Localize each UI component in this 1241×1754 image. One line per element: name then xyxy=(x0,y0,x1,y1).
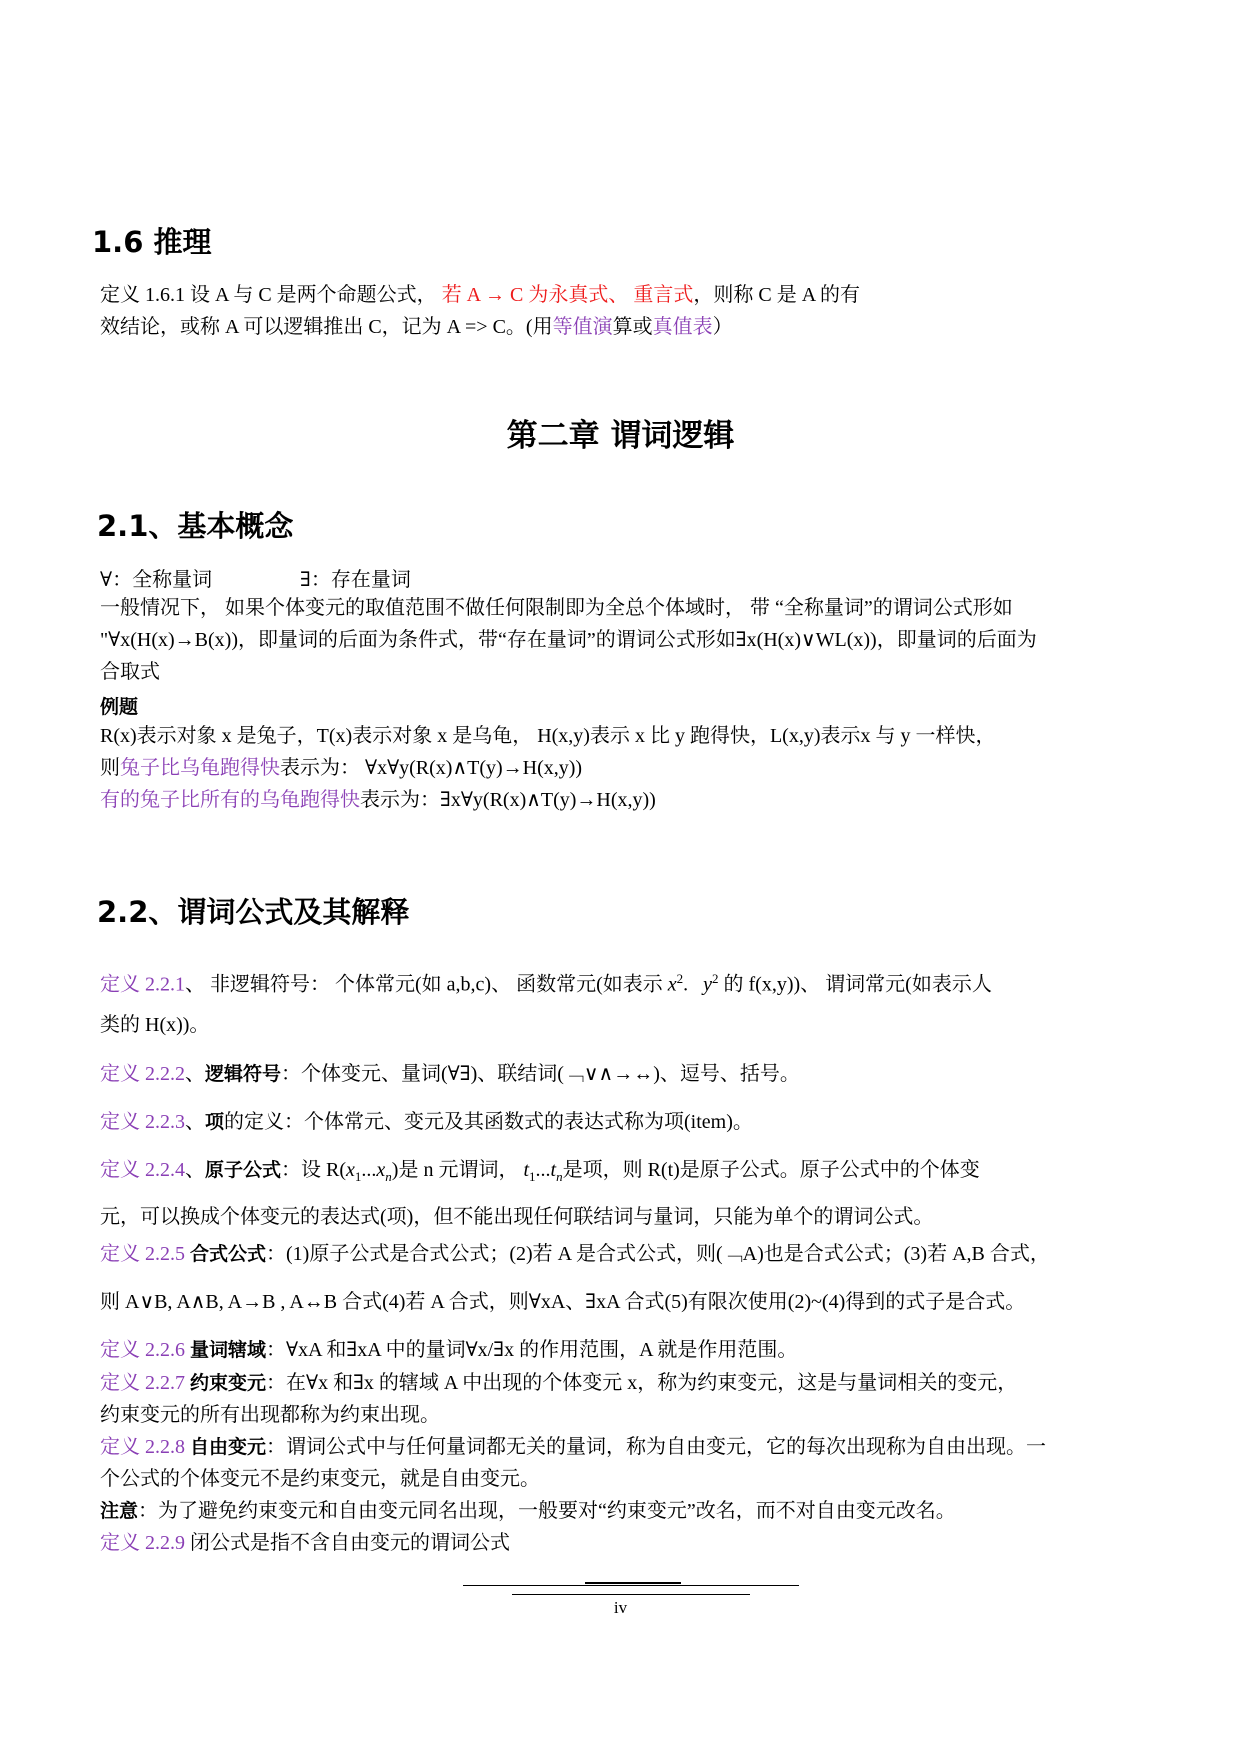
text: ：(1)原子公式是合式公式；(2)若 A 是合式公式，则(﹁A)也是合式公式；(3)若 A,B 合式， xyxy=(266,1243,1050,1265)
text: 效结论，或称 A 可以逻辑推出 C，记为 A => C。(用 xyxy=(100,316,553,338)
text: ：设 R( xyxy=(281,1159,347,1181)
math-var: x xyxy=(376,1159,386,1181)
def-label: 定义 2.2.4 xyxy=(100,1159,185,1181)
def-term: 逻辑符号 xyxy=(205,1063,282,1085)
exists-def: ∃：存在量词 xyxy=(300,569,411,591)
text: 是项，则 R(t)是原子公式。原子公式中的个体变 xyxy=(562,1159,980,1181)
link-example[interactable]: 有的兔子比所有的乌龟跑得快 xyxy=(100,789,360,811)
def-2-2-8-line2: 个公式的个体变元不是约束变元，就是自由变元。 xyxy=(100,1468,540,1490)
text: ：谓词公式中与任何量词都无关的量词，称为自由变元，它的每次出现称为自由出现。一 xyxy=(266,1436,1047,1458)
link-example[interactable]: 兔子比乌龟跑得快 xyxy=(120,757,280,779)
text: )是 n 元谓词， xyxy=(391,1159,519,1181)
text: 算或 xyxy=(612,316,653,338)
text: ：在∀x 和∃x 的辖域 A 中出现的个体变元 x，称为约束变元，这是与量词相关的变元， xyxy=(266,1372,1018,1394)
example-line xyxy=(100,786,656,814)
section-2-1-title: 2.1、基本概念 xyxy=(97,509,294,543)
def-1-6-1-line1 xyxy=(100,281,860,309)
math-var: y xyxy=(703,973,713,996)
text: 的 f(x,y))、 谓词常元(如表示人 xyxy=(723,973,992,996)
text: 闭公式是指不含自由变元的谓词公式 xyxy=(190,1532,510,1554)
footer-rule xyxy=(512,1594,750,1595)
text: 、 非逻辑符号： 个体常元(如 a,b,c)、 函数常元(如表示 xyxy=(185,973,663,996)
subscript: 1 xyxy=(354,1169,362,1184)
def-term: 项 xyxy=(205,1111,225,1133)
paragraph-line: 合取式 xyxy=(100,661,160,683)
def-label: 定义 2.2.5 xyxy=(100,1243,185,1265)
text: 定义 1.6.1 设 A 与 C 是两个命题公式， xyxy=(100,284,437,306)
subscript: n xyxy=(385,1169,392,1184)
def-2-2-8 xyxy=(100,1433,1046,1461)
highlight-tautology: 若 A → C 为永真式、 重言式 xyxy=(441,284,694,306)
chapter-title: 第二章 谓词逻辑 xyxy=(506,418,735,454)
section-2-2-title: 2.2、谓词公式及其解释 xyxy=(97,895,410,929)
forall-def: ∀：全称量词 xyxy=(100,569,213,591)
def-label: 定义 2.2.3 xyxy=(100,1111,185,1133)
example-heading: 例题 xyxy=(100,696,139,718)
def-2-2-5-line2: 则 A∨B, A∧B, A→B , A↔B 合式(4)若 A 合式，则∀xA、∃xA 合式(5)有限次使用(2)~(4)得到的式子是合式。 xyxy=(100,1291,1026,1313)
def-label: 定义 2.2.7 xyxy=(100,1372,185,1394)
def-label: 定义 2.2.8 xyxy=(100,1436,185,1458)
def-2-2-4: 定义 2.2.4、原子公式：设 $R(x_1...x_n)$是 n 元谓词， $t_1...t_n$是项，则 R(t)是原子公式。原子公式中的个体变 xyxy=(100,1159,980,1184)
text: 表示为：∃x∀y(R(x)∧T(y)→H(x,y)) xyxy=(360,789,656,811)
def-2-2-7 xyxy=(100,1369,1017,1397)
text: ） xyxy=(712,316,733,338)
def-2-2-9 xyxy=(100,1529,510,1557)
example-line: R(x)表示对象 x 是兔子，T(x)表示对象 x 是乌龟， H(x,y)表示 x 比 y 跑得快，L(x,y)表示x 与 y 一样快， xyxy=(100,725,996,747)
def-term: 量词辖域 xyxy=(190,1339,267,1361)
def-label: 定义 2.2.9 xyxy=(100,1532,185,1554)
def-2-2-6 xyxy=(100,1336,797,1364)
paragraph-line: 一般情况下， 如果个体变元的取值范围不做任何限制即为全总个体域时， 带 “全称量词”的谓词公式形如 xyxy=(100,597,1013,619)
def-term: 自由变元 xyxy=(190,1436,267,1458)
text: ：为了避免约束变元和自由变元同名出现，一般要对“约束变元”改名，而不对自由变元改名。 xyxy=(138,1500,956,1522)
def-label: 定义 2.2.6 xyxy=(100,1339,185,1361)
def-term: 原子公式 xyxy=(205,1159,282,1181)
def-2-2-1-line2: 类的 H(x))。 xyxy=(100,1014,210,1036)
example-line xyxy=(100,754,582,782)
paragraph-line: "∀x(H(x)→B(x))，即量词的后面为条件式，带“存在量词”的谓词公式形如∃x(H(x)∨WL(x))，即量词的后面为 xyxy=(100,629,1037,651)
def-label: 定义 2.2.1 xyxy=(100,973,185,996)
def-2-2-7-line2: 约束变元的所有出现都称为约束出现。 xyxy=(100,1404,440,1426)
text: ... xyxy=(361,1159,377,1181)
def-2-2-4-line2: 元，可以换成个体变元的表达式(项)，但不能出现任何联结词与量词，只能为单个的谓词公式。 xyxy=(100,1206,934,1228)
subscript: 1 xyxy=(529,1169,536,1184)
text: ：∀xA 和∃xA 中的量词∀x/∃x 的作用范围，A 就是作用范围。 xyxy=(266,1339,798,1361)
text: ，则称 C 是 A 的有 xyxy=(693,284,861,306)
def-term: 合式公式 xyxy=(190,1243,267,1265)
text: 表示为： ∀x∀y(R(x)∧T(y)→H(x,y)) xyxy=(280,757,583,779)
subscript: n xyxy=(556,1169,563,1184)
text: ：个体变元、量词(∀∃)、联结词(﹁∨∧→↔)、逗号、括号。 xyxy=(281,1063,800,1085)
math-var: t xyxy=(550,1159,557,1181)
link-truth-table[interactable]: 真值表 xyxy=(652,316,713,338)
superscript: 2 xyxy=(676,971,684,986)
text: 的定义：个体常元、变元及其函数式的表达式称为项(item)。 xyxy=(224,1111,753,1133)
def-label: 定义 2.2.2 xyxy=(100,1063,185,1085)
def-2-2-1: 定义 2.2.1、 非逻辑符号： 个体常元(如 a,b,c)、 函数常元(如表示 $x^2$. $y^2$ 的 f(x,y))、 谓词常元(如表示人 xyxy=(100,971,992,996)
def-2-2-3: 定义 2.2.3、项的定义：个体常元、变元及其函数式的表达式称为项(item)。 xyxy=(100,1111,753,1133)
note xyxy=(100,1497,956,1525)
footer-rule-thick xyxy=(585,1582,681,1584)
note-label: 注意 xyxy=(100,1500,139,1522)
superscript: 2 xyxy=(712,971,719,986)
def-1-6-1-line2 xyxy=(100,313,733,341)
math-var: x xyxy=(346,1159,355,1181)
link-equivalence[interactable]: 等值演 xyxy=(552,316,613,338)
math-var: t xyxy=(523,1159,530,1181)
section-1-6-title: 1.6 推理 xyxy=(92,225,212,259)
text: 则 xyxy=(100,757,120,779)
footer-rule xyxy=(463,1585,799,1586)
def-2-2-5 xyxy=(100,1240,1050,1268)
page-number: iv xyxy=(613,1598,628,1617)
def-2-2-2: 定义 2.2.2、逻辑符号：个体变元、量词(∀∃)、联结词(﹁∨∧→↔)、逗号、括号。 xyxy=(100,1063,800,1085)
math-var: x xyxy=(667,973,677,996)
def-term: 约束变元 xyxy=(190,1372,267,1394)
text: ... xyxy=(535,1159,551,1181)
